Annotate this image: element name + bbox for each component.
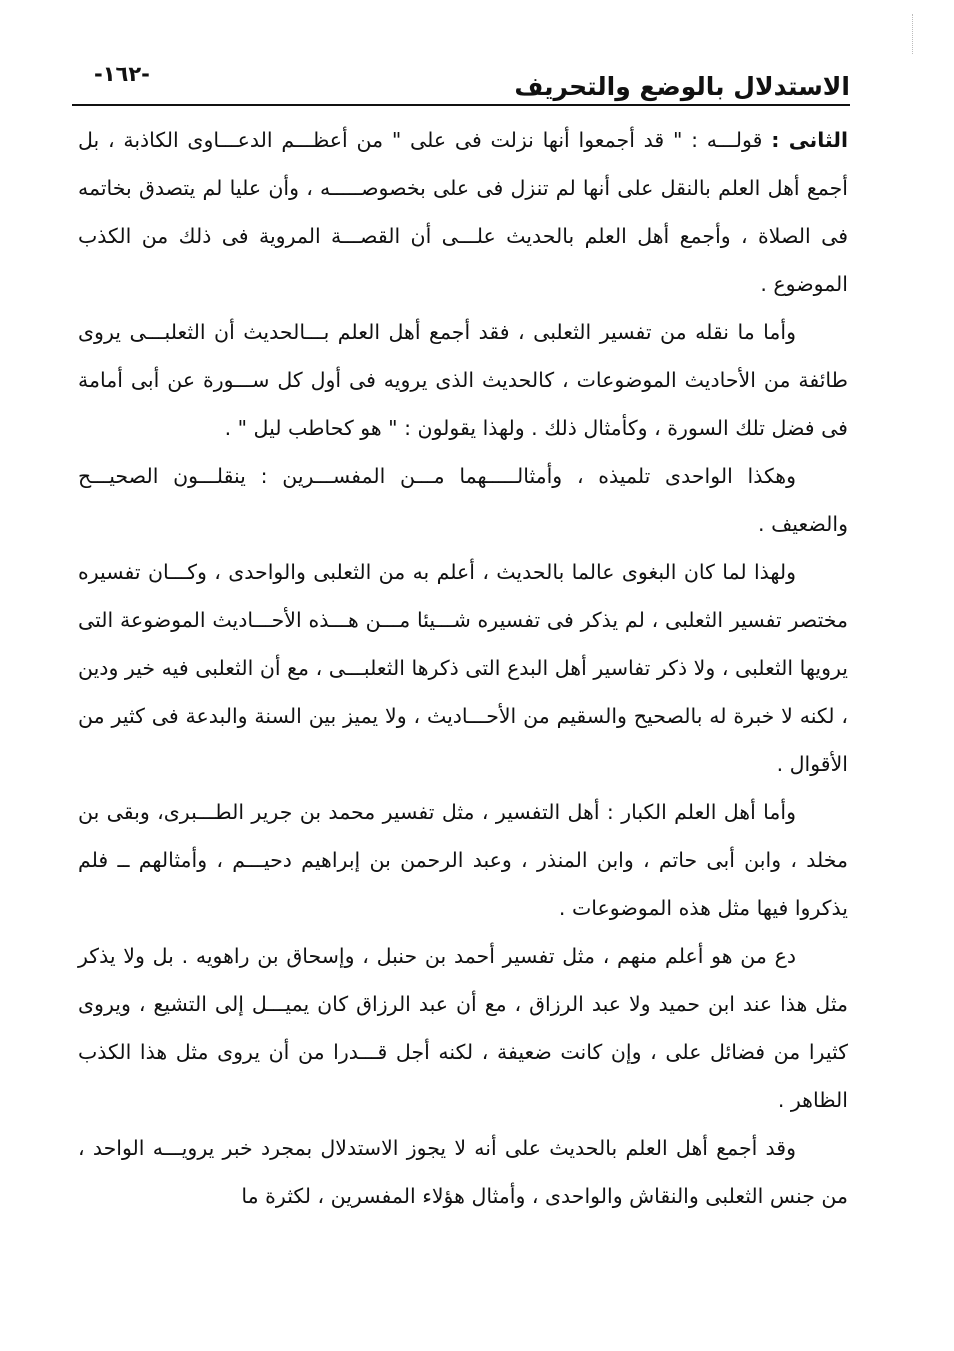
paragraph-3: وهكذا الواحدى تلميذه ، وأمثالـــــهما مـــن المفســـرين : ينقلـــون الصحيـــح والضعيف . bbox=[78, 464, 848, 536]
paragraph-7: وقد أجمع أهل العلم بالحديث على أنه لا يجوز الاستدلال بمجرد خبر يرويـــه الواحد ، من جنس الثعلبى والنقاش والواحدى ، وأمثال هؤلاء المفسرين ، لكثرة ما bbox=[78, 1136, 848, 1208]
paragraph-6: دع من هو أعلم منهم ، مثل تفسير أحمد بن حنبل ، وإسحاق بن راهويه . بل ولا يذكر مثل هذا عند ابن حميد ولا عبد الرزاق ، مع أن عبد الرزاق كان يميـــل إلى التشيع ، ويروى كثيرا من فضائل على ، وإن كانت ضعيفة ، لكنه أجل قـــدرا من أن يروى مثل هذا الكذب الظاهر . bbox=[78, 944, 848, 1112]
paragraph-2: وأما ما نقله من تفسير الثعلبى ، فقد أجمع أهل العلم بـــالحديث أن الثعلبـــى يروى طائفة من الأحاديث الموضوعات ، كالحديث الذى يرويه فى أول كل ســـورة عن أبى أمامة فى فضل تلك السورة ، وكأمثال ذلك . ولهذا يقولون : " هو كحاطب ليل " . bbox=[78, 320, 848, 440]
running-title: الاستدلال بالوضع والتحريف bbox=[514, 72, 850, 101]
paragraph-1 bbox=[78, 116, 848, 308]
page-number: -١٦٢- bbox=[94, 62, 150, 86]
paragraph-1-text: قولـــه : " قد أجمعوا أنها نزلت فى على " من أعظـــم الدعـــاوى الكاذبة ، بل أجمع أهل العلم بالنقل على أنها لم تنزل فى على بخصوصـــــه ، وأن عليا لم يتصدق بخاتمه فى الصلاة ، وأجمع أهل العلم بالحديث علـــى أن القصـــة المروية فى ذلك من الكذب الموضوع . bbox=[78, 128, 848, 296]
scan-margin-mark bbox=[912, 14, 913, 54]
paragraph-4: ولهذا لما كان البغوى عالما بالحديث ، أعلم به من الثعلبى والواحدى ، وكـــان تفسيره مختصر تفسير الثعلبى ، لم يذكر فى تفسيره شـــيئا مـــن هـــذه الأحـــاديث الموضوعة التى يرويها الثعلبى ، ولا ذكر تفاسير أهل البدع التى ذكرها الثعلبـــى ، مع أن الثعلبى فيه خير ودين ، لكنه لا خبرة له بالصحيح والسقيم من الأحـــاديث ، ولا يميز بين السنة والبدعة فى كثير من الأقوال . bbox=[78, 560, 848, 776]
paragraph-5: وأما أهل العلم الكبار : أهل التفسير ، مثل تفسير محمد بن جرير الطـــبرى، وبقى بن مخلد ، وابن أبى حاتم ، وابن المنذر ، وعبد الرحمن بن إبراهيم دحيـــم ، وأمثالهم ــ فلم يذكروا فيها مثل هذه الموضوعات . bbox=[78, 800, 848, 920]
header-rule bbox=[72, 104, 850, 106]
page-header bbox=[72, 58, 850, 102]
paragraph-1-lead: الثانى : bbox=[771, 128, 848, 152]
body-text bbox=[78, 116, 848, 1220]
